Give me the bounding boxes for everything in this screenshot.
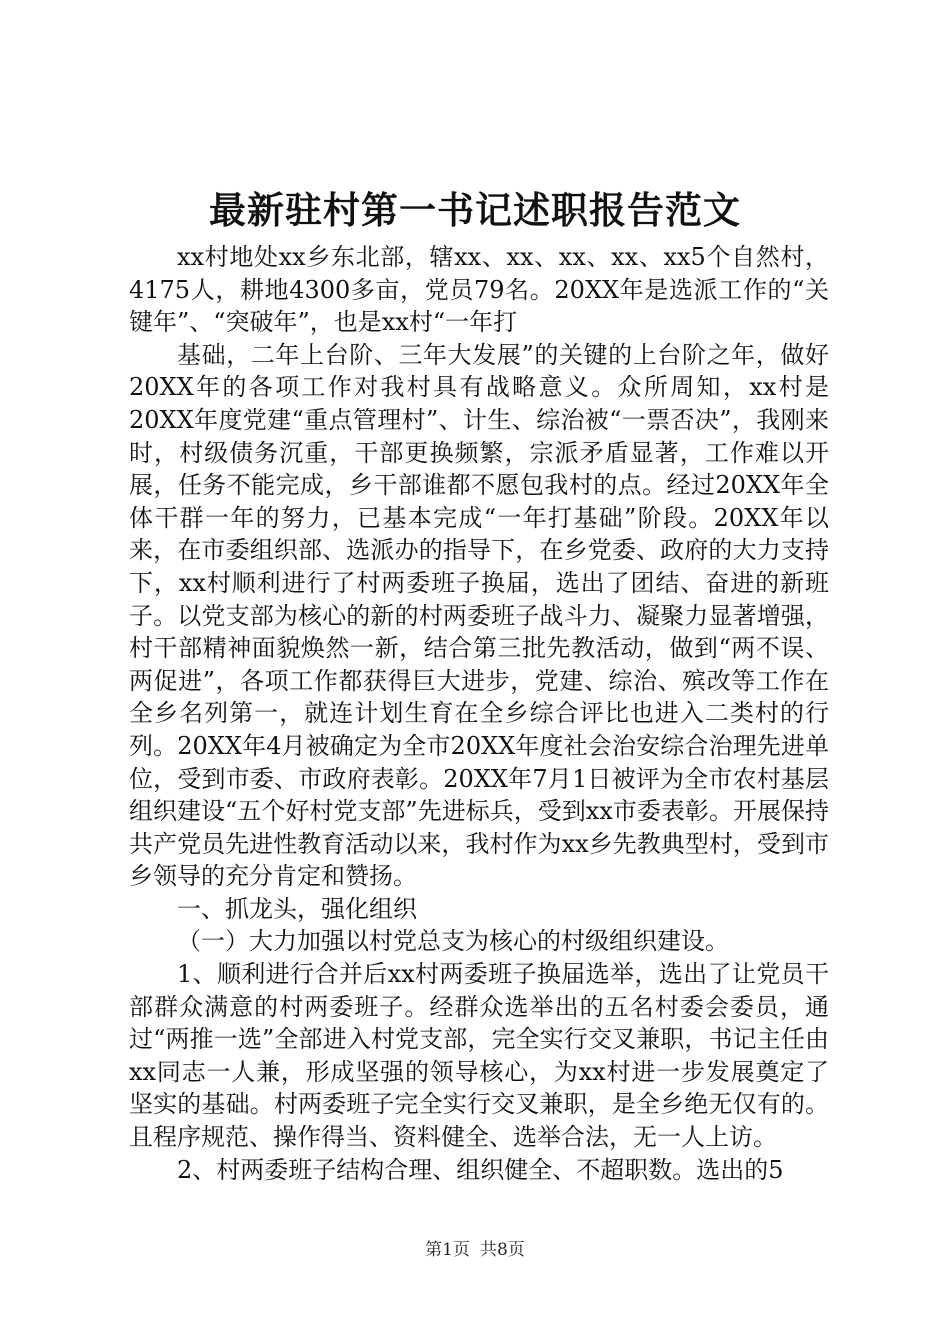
document-title: 最新驻村第一书记述职报告范文 xyxy=(209,188,741,232)
subsection-heading: （一）大力加强以村党总支为核心的村级组织建设。 xyxy=(177,927,729,956)
paragraph-item-1: 1、顺利进行合并后xx村两委班子换届选举，选出了让党员干部群众满意的村两委班子。经群众选举出的五名村委会委员，通过“两推一选”全部进入村党支部，完全实行交叉兼职，书记主任由xx同志一人兼，形成坚强的领导核心，为xx村进一步发展奠定了坚实的基础。村两委班子完全实行交叉兼职，是全乡绝无仅有的。且程序规范、操作得当、资料健全、选举合法，无一人上访。 xyxy=(129,960,829,1152)
document-body xyxy=(129,241,829,1186)
page-number: 第1页 xyxy=(425,1240,470,1260)
paragraph-overview: 基础，二年上台阶、三年大发展”的关键的上台阶之年，做好20XX年的各项工作对我村具有战略意义。众所周知，xx村是20XX年度党建“重点管理村”、计生、综治被“一票否决”，我刚来时，村级债务沉重，干部更换频繁，宗派矛盾显著，工作难以开展，任务不能完成，乡干部谁都不愿包我村的点。经过20XX年全体干群一年的努力，已基本完成“一年打基础”阶段。20XX年以来，在市委组织部、选派办的指导下，在乡党委、政府的大力支持下，xx村顺利进行了村两委班子换届，选出了团结、奋进的新班子。以党支部为核心的新的村两委班子战斗力、凝聚力显著增强，村干部精神面貌焕然一新，结合第三批先教活动，做到“两不误、两促进”，各项工作都获得巨大进步，党建、综治、殡改等工作在全乡名列第一，就连计划生育在全乡综合评比也进入二类村的行列。20XX年4月被确定为全市20XX年度社会治安综合治理先进单位，受到市委、市政府表彰。20XX年7月1日被评为全市农村基层组织建设“五个好村党支部”先进标兵，受到xx市委表彰。开展保持共产党员先进性教育活动以来，我村作为xx乡先教典型村，受到市乡领导的充分肯定和赞扬。 xyxy=(129,340,829,891)
section-heading: 一、抓龙头，强化组织 xyxy=(177,894,417,923)
paragraph-item-2: 2、村两委班子结构合理、组织健全、不超职数。选出的5 xyxy=(177,1155,784,1184)
paragraph-intro: xx村地处xx乡东北部，辖xx、xx、xx、xx、xx5个自然村，4175人，耕地4300多亩，党员79名。20XX年是选派工作的“关键年”、“突破年”，也是xx村“一年打 xyxy=(129,243,829,337)
page-total: 共8页 xyxy=(480,1240,525,1260)
page-footer xyxy=(0,1238,950,1262)
